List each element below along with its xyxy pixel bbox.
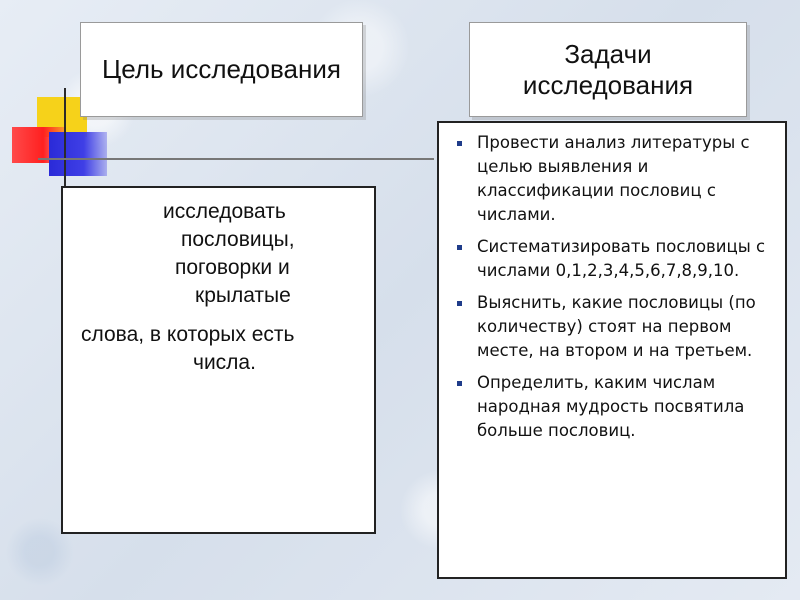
decor-horizontal-line [38,158,434,160]
task-text: Определить, каким числам народная мудрость посвятила больше пословиц. [477,373,745,440]
goal-title-box [80,22,363,117]
goal-text-line: пословицы, [181,228,295,251]
small-square-bullet-icon [457,381,462,386]
list-item [457,291,775,363]
goal-text-line: поговорки и [175,256,290,279]
small-square-bullet-icon [457,301,462,306]
list-item [457,371,775,443]
task-text: Выяснить, какие пословицы (по количеству) стоят на первом месте, на втором и на третьем. [477,293,756,360]
goal-text-line: крылатые [195,284,291,307]
tasks-content-box [437,121,787,579]
goal-text-line: исследовать [163,200,286,223]
tasks-list [457,131,775,443]
list-item [457,131,775,227]
goal-text-line: слова, в которых есть [81,323,295,346]
tasks-title-box [469,22,747,117]
small-square-bullet-icon [457,245,462,250]
goal-content-box [61,186,376,534]
goal-text-line: числа. [193,351,256,374]
decor-vertical-line [64,88,66,186]
list-item [457,235,775,283]
task-text: Систематизировать пословицы с числами 0,1,2,3,4,5,6,7,8,9,10. [477,237,766,280]
goal-title: Цель исследования [102,54,341,84]
task-text: Провести анализ литературы с целью выявления и классификации пословиц с числами. [477,133,750,224]
tasks-title: Задачи исследования [522,38,694,100]
small-square-bullet-icon [457,141,462,146]
decor-blue-square [49,132,107,176]
